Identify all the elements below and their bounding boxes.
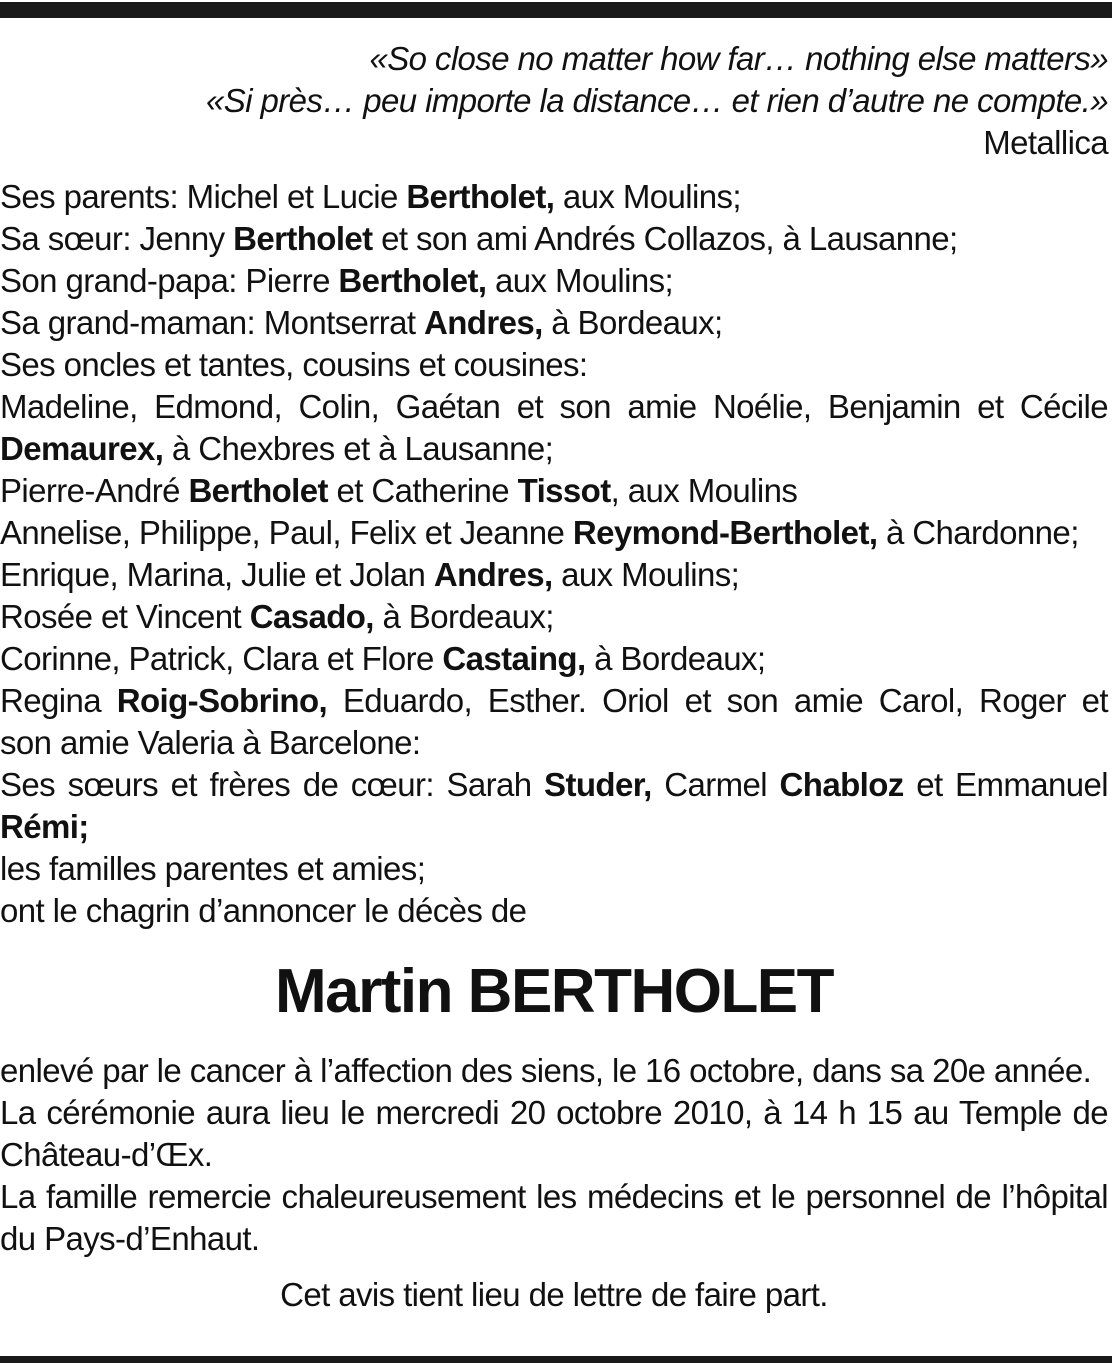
family-line (0, 806, 1108, 848)
family-text: à Bordeaux; (585, 640, 766, 677)
family-line (0, 470, 1108, 512)
family-text: aux Moulins; (552, 556, 740, 593)
death-details (0, 1050, 1108, 1260)
family-text: Pierre-André (0, 472, 189, 509)
family-surname: Reymond-Bertholet, (572, 514, 878, 551)
family-text: aux Moulins; (554, 178, 741, 215)
family-line (0, 596, 1108, 638)
family-text: Eduardo, Esther. Oriol et son amie Carol, Roger et (327, 682, 1108, 719)
quote-author: Metallica (983, 124, 1108, 161)
family-surname: Bertholet, (406, 178, 555, 215)
family-text: Sa grand-maman: Montserrat (0, 304, 424, 341)
family-text: et son ami Andrés Collazos, à Lausanne; (372, 220, 958, 257)
family-text: Sa sœur: Jenny (0, 220, 234, 257)
family-text: aux Moulins; (486, 262, 674, 299)
family-line (0, 218, 1108, 260)
quote-french: «Si près… peu importe la distance… et rien d’autre ne compte.» (206, 82, 1108, 119)
family-line (0, 260, 1108, 302)
obituary-notice (0, 38, 1108, 1316)
family-surname: Castaing, (442, 640, 586, 677)
family-text: Madeline, Edmond, Colin, Gaétan et son amie Noélie, Benjamin et Cécile (0, 388, 1108, 425)
family-text: Enrique, Marina, Julie et Jolan (0, 556, 434, 593)
family-text: Ses oncles et tantes, cousins et cousines: (0, 346, 588, 383)
family-line (0, 428, 1108, 470)
family-surname: Rémi; (0, 808, 89, 845)
family-text: , aux Moulins (610, 472, 798, 509)
family-surname: Roig-Sobrino, (116, 682, 328, 719)
family-surname: Tissot (517, 472, 611, 509)
family-text: les familles parentes et amies; (0, 850, 426, 887)
family-text: à Bordeaux; (542, 304, 723, 341)
family-text: à Bordeaux; (373, 598, 554, 635)
family-text: Corinne, Patrick, Clara et Flore (0, 640, 443, 677)
family-line (0, 722, 1108, 764)
family-surname: Chabloz (779, 766, 904, 803)
top-rule (0, 2, 1112, 18)
family-line (0, 680, 1108, 722)
ceremony-info: La cérémonie aura lieu le mercredi 20 octobre 2010, à 14 h 15 au Temple de Château-d’Œx. (0, 1094, 1108, 1173)
family-text: et Catherine (327, 472, 518, 509)
family-surname: Studer, (544, 766, 652, 803)
family-text: Regina (0, 682, 117, 719)
family-text: Ses parents: Michel et Lucie (0, 178, 407, 215)
family-line (0, 848, 1108, 890)
family-line (0, 554, 1108, 596)
family-text: à Chardonne; (877, 514, 1079, 551)
quote-english: «So close no matter how far… nothing else matters» (369, 40, 1108, 77)
family-surname: Bertholet (188, 472, 328, 509)
family-line (0, 764, 1108, 806)
family-text: Annelise, Philippe, Paul, Felix et Jeanne (0, 514, 573, 551)
bottom-rule (0, 1356, 1112, 1363)
family-text: et Emmanuel (903, 766, 1108, 803)
family-line (0, 344, 1108, 386)
epigraph-quote (0, 38, 1108, 164)
family-text: Carmel (651, 766, 780, 803)
death-announcement: enlevé par le cancer à l’affection des siens, le 16 octobre, dans sa 20e année. (0, 1052, 1092, 1089)
family-line (0, 302, 1108, 344)
family-text: Son grand-papa: Pierre (0, 262, 339, 299)
family-text: ont le chagrin d’annoncer le décès de (0, 892, 527, 929)
deceased-name: Martin BERTHOLET (274, 957, 834, 1026)
family-line (0, 386, 1108, 428)
family-surname: Casado, (249, 598, 374, 635)
family-text: son amie Valeria à Barcelone: (0, 724, 421, 761)
family-surname: Andres, (433, 556, 553, 593)
family-line (0, 638, 1108, 680)
family-line (0, 890, 1108, 932)
family-list (0, 176, 1108, 932)
family-line (0, 512, 1108, 554)
thanks-note: La famille remercie chaleureusement les médecins et le personnel de l’hôpital du Pays-d’Enhaut. (0, 1178, 1108, 1257)
family-surname: Demaurex, (0, 430, 164, 467)
family-surname: Andres, (423, 304, 543, 341)
family-text: Rosée et Vincent (0, 598, 250, 635)
footer-note: Cet avis tient lieu de lettre de faire part. (280, 1276, 828, 1313)
family-text: Ses sœurs et frères de cœur: Sarah (0, 766, 545, 803)
family-surname: Bertholet (233, 220, 373, 257)
family-line (0, 176, 1108, 218)
family-surname: Bertholet, (338, 262, 487, 299)
family-text: à Chexbres et à Lausanne; (163, 430, 554, 467)
